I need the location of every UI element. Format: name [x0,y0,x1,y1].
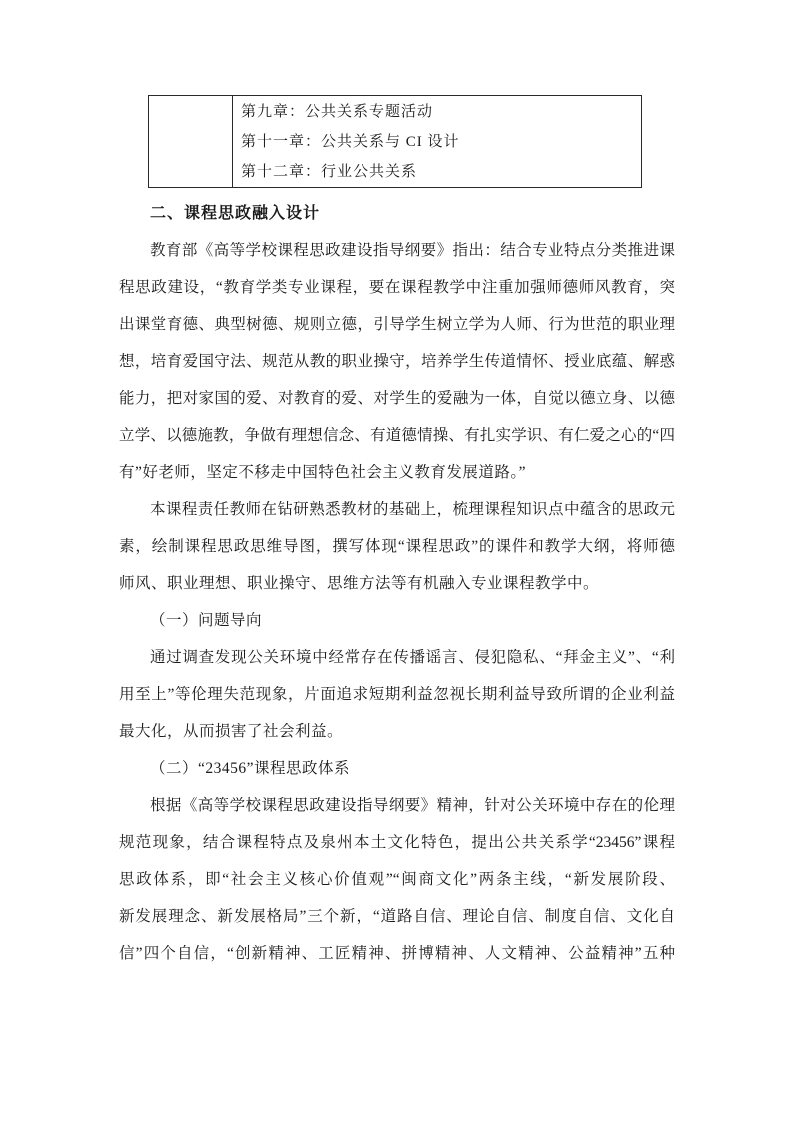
text-line: 通过调查发现公关环境中经常存在传播谣言、侵犯隐私、“拜金主义”、“利 [150,649,675,666]
text-line: 教育部《高等学校课程思政建设指导纲要》指出：结合专业特点分类推进课 [150,242,675,259]
text-line: 信”四个自信，“创新精神、工匠精神、拼博精神、人文精神、公益精神”五种 [119,945,675,962]
text-line: 有”好老师，坚定不移走中国特色社会主义教育发展道路。” [119,464,527,481]
text-line: 立学、以德施教，争做有理想信念、有道德情操、有扎实学识、有仁爱之心的“四 [119,427,675,444]
sub-heading: （一）问题导向 [150,612,263,629]
chapter-line: 第九章：公共关系专题活动 [241,104,434,120]
text-line: 素，绘制课程思政思维导图，撰写体现“课程思政”的课件和教学大纲，将师德 [119,538,675,555]
text-line: 用至上”等伦理失范现象，片面追求短期利益忽视长期利益导致所谓的企业利益 [119,686,675,703]
text-line: 想，培育爱国守法、规范从教的职业操守，培养学生传道情怀、授业底蕴、解惑 [119,353,675,370]
chapter-table [148,95,642,188]
text-line: 根据《高等学校课程思政建设指导纲要》精神，针对公关环境中存在的伦理 [150,797,675,814]
text-line: 程思政建设，“教育学类专业课程，要在课程教学中注重加强师德师风教育，突 [119,279,675,296]
table-chapter-cell [233,96,641,187]
sub-heading: （二）“23456”课程思政体系 [150,760,351,777]
text-line: 出课堂育德、典型树德、规则立德，引导学生树立学为人师、行为世范的职业理 [119,316,675,333]
chapter-line: 第十二章：行业公共关系 [241,164,418,180]
table-empty-cell [149,96,233,187]
text-line: 思政体系，即“社会主义核心价值观”“闽商文化”两条主线，“新发展阶段、 [119,871,675,888]
text-line: 能力，把对家国的爱、对教育的爱、对学生的爱融为一体，自觉以德立身、以德 [119,390,675,407]
text-line: 本课程责任教师在钻研熟悉教材的基础上，梳理课程知识点中蕴含的思政元 [150,501,675,518]
chapter-line: 第十一章：公共关系与 CI 设计 [241,134,460,150]
text-line: 新发展理念、新发展格局”三个新，“道路自信、理论自信、制度自信、文化自 [119,908,675,925]
text-line: 师风、职业理想、职业操守、思维方法等有机融入专业课程教学中。 [119,575,600,592]
section-heading: 二、课程思政融入设计 [150,205,321,222]
text-line: 规范现象，结合课程特点及泉州本土文化特色，提出公共关系学“23456”课程 [119,834,675,851]
document-body [119,195,675,972]
text-line: 最大化，从而损害了社会利益。 [119,723,344,740]
